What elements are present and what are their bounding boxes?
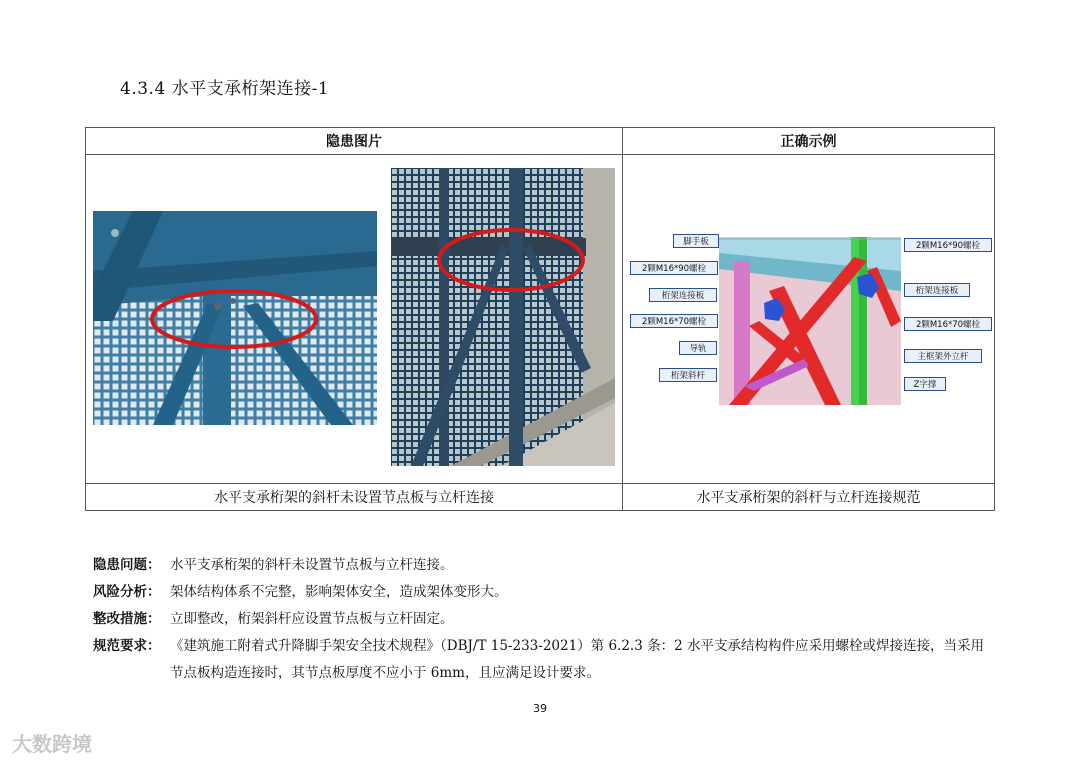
note-risk-analysis bbox=[93, 579, 993, 606]
callout-main-frame-outer-pole: 主框架外立杆 bbox=[904, 349, 982, 363]
note-text: 《建筑施工附着式升降脚手架安全技术规程》（DBJ/T 15-233-2021）第 6.2.3 条：2 水平支承结构构件应采用螺栓或焊接连接，当采用节点板构造连接时，其节点板厚度不应小于 6mm，且应满足设计要求。 bbox=[170, 638, 984, 681]
hazard-photos-cell bbox=[86, 155, 623, 484]
header-hazard-photos: 隐患图片 bbox=[86, 128, 623, 155]
watermark: 大数跨境 bbox=[12, 732, 92, 756]
correct-example-cell bbox=[623, 155, 995, 484]
note-label: 规范要求： bbox=[93, 638, 161, 654]
callout-bolts-m16x90-right: 2颗M16*90螺栓 bbox=[904, 238, 992, 252]
note-standard-requirement bbox=[93, 633, 993, 687]
comparison-table bbox=[85, 127, 995, 511]
note-text: 立即整改，桁架斜杆应设置节点板与立杆固定。 bbox=[170, 611, 454, 627]
callout-truss-plate-left: 桁架连接板 bbox=[649, 288, 717, 302]
callout-bolts-m16x70-left: 2颗M16*70螺栓 bbox=[630, 314, 718, 328]
page-number: 39 bbox=[533, 702, 547, 715]
callout-z-brace: Z字撑 bbox=[904, 377, 946, 391]
hazard-photo-2 bbox=[391, 168, 615, 466]
note-text: 水平支承桁架的斜杆未设置节点板与立杆连接。 bbox=[170, 557, 454, 573]
note-rectification bbox=[93, 606, 993, 633]
callout-scaffold-board: 脚手板 bbox=[673, 234, 719, 248]
caption-hazard: 水平支承桁架的斜杆未设置节点板与立杆连接 bbox=[86, 484, 623, 511]
note-label: 风险分析： bbox=[93, 584, 161, 600]
callout-bolts-m16x70-right: 2颗M16*70螺栓 bbox=[904, 317, 992, 331]
header-correct-example: 正确示例 bbox=[623, 128, 995, 155]
note-label: 整改措施： bbox=[93, 611, 161, 627]
note-text: 架体结构体系不完整，影响架体安全，造成架体变形大。 bbox=[170, 584, 508, 600]
caption-correct: 水平支承桁架的斜杆与立杆连接规范 bbox=[623, 484, 995, 511]
note-label: 隐患问题： bbox=[93, 557, 161, 573]
correct-example-diagram bbox=[629, 231, 995, 411]
callout-truss-plate-right: 桁架连接板 bbox=[904, 283, 970, 297]
notes-section bbox=[93, 552, 993, 687]
note-hazard-problem bbox=[93, 552, 993, 579]
callout-bolts-m16x90-left: 2颗M16*90螺栓 bbox=[630, 261, 718, 275]
hazard-photo-1 bbox=[93, 211, 377, 425]
section-title: 4.3.4 水平支承桁架连接-1 bbox=[120, 79, 330, 99]
callout-truss-diagonal: 桁架斜杆 bbox=[659, 368, 717, 382]
callout-guide-rail: 导轨 bbox=[679, 341, 717, 355]
